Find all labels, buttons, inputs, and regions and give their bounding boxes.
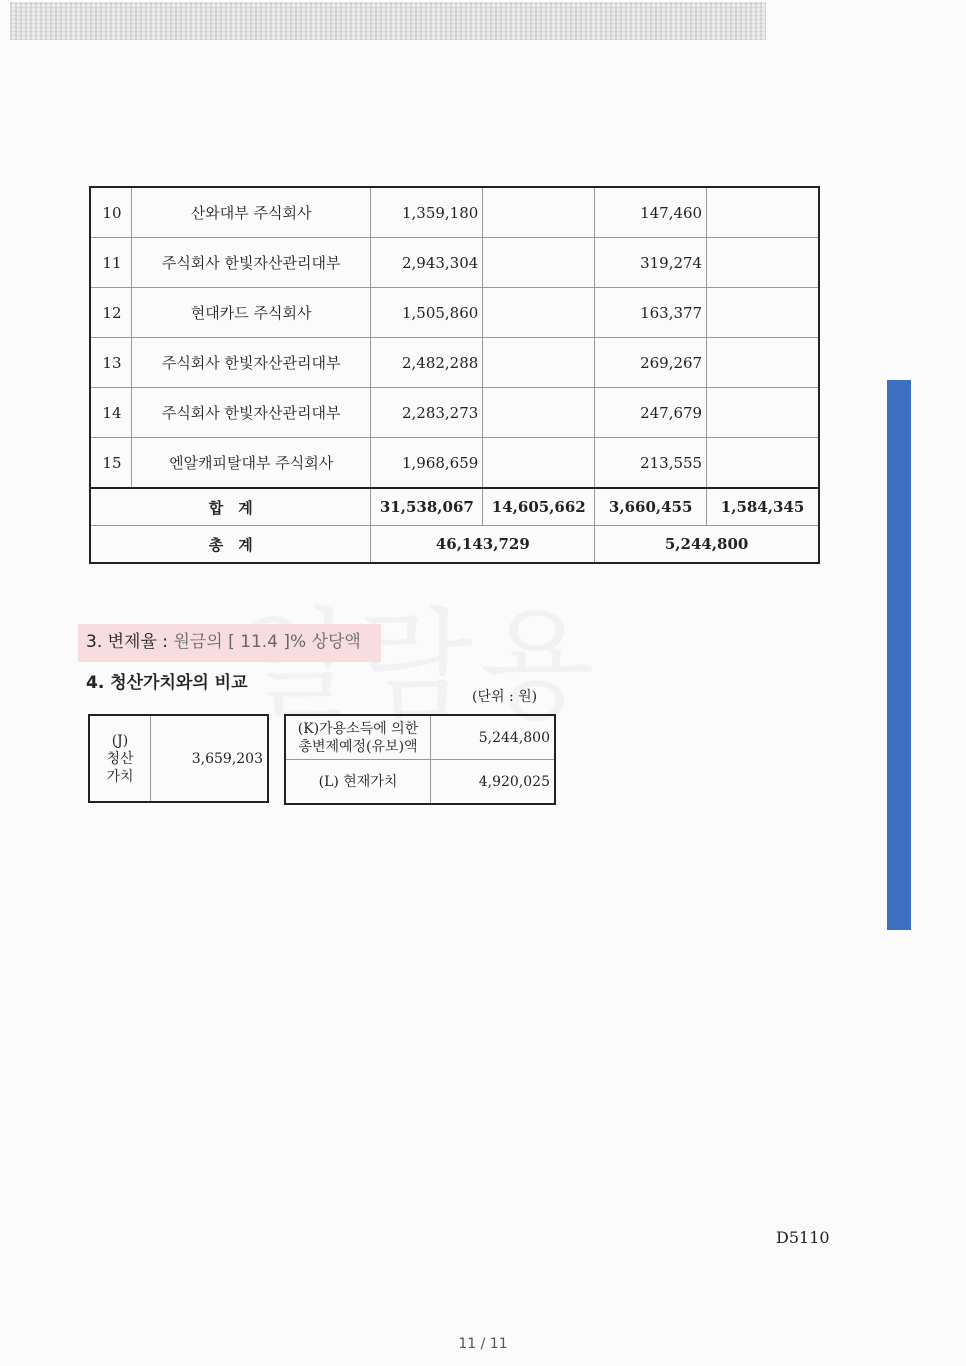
creditor-table [89, 186, 820, 564]
principal-amount: 2,283,273 [371, 388, 483, 438]
row-number: 10 [90, 187, 131, 238]
row-number: 15 [90, 438, 131, 489]
empty-cell [707, 238, 819, 288]
table-row [90, 187, 819, 238]
repayment-rate-text: 원금의 [ 11.4 ]% 상당액 [173, 632, 361, 652]
row-number: 13 [90, 338, 131, 388]
total-value-2: 5,244,800 [595, 526, 819, 564]
principal-amount: 2,943,304 [371, 238, 483, 288]
table-row [90, 338, 819, 388]
repayment-amount: 247,679 [595, 388, 707, 438]
liquidation-value: 3,659,203 [151, 715, 269, 802]
present-value-value: 4,920,025 [431, 760, 556, 805]
row-number: 14 [90, 388, 131, 438]
empty-cell [483, 288, 595, 338]
table-row [90, 238, 819, 288]
page-number: 11 / 11 [458, 1336, 508, 1352]
table-row [90, 388, 819, 438]
subtotal-value-1: 31,538,067 [371, 488, 483, 526]
empty-cell [483, 187, 595, 238]
creditor-name: 산와대부 주식회사 [131, 187, 370, 238]
repayment-amount: 269,267 [595, 338, 707, 388]
liquidation-comparison-heading: 4. 청산가치와의 비교 [86, 673, 248, 693]
repayment-amount: 319,274 [595, 238, 707, 288]
repayment-amount: 163,377 [595, 288, 707, 338]
liquidation-label-line: (J) [111, 732, 129, 749]
empty-cell [483, 388, 595, 438]
creditor-name: 주식회사 한빛자산관리대부 [131, 338, 370, 388]
subtotal-label: 합 계 [90, 488, 371, 526]
repayment-amount: 213,555 [595, 438, 707, 489]
liquidation-label-line: 청산 [106, 750, 134, 767]
total-repayment-label-line: 총변제예정(유보)액 [298, 738, 418, 755]
repayment-rate-prefix: 3. 변제율 : [86, 632, 174, 652]
total-label: 총 계 [90, 526, 371, 564]
document-code: D5110 [776, 1228, 830, 1247]
unit-label: (단위 : 원) [472, 689, 538, 705]
creditor-name: 주식회사 한빛자산관리대부 [131, 238, 370, 288]
total-repayment-label [285, 715, 431, 760]
empty-cell [483, 238, 595, 288]
principal-amount: 1,359,180 [371, 187, 483, 238]
creditor-name: 엔알캐피탈대부 주식회사 [131, 438, 370, 489]
empty-cell [707, 288, 819, 338]
subtotal-value-3: 3,660,455 [595, 488, 707, 526]
total-row [90, 526, 819, 564]
principal-amount: 2,482,288 [371, 338, 483, 388]
repayment-amount: 147,460 [595, 187, 707, 238]
total-repayment-label-line: (K)가용소득에 의한 [297, 720, 419, 737]
liquidation-label-line: 가치 [106, 768, 134, 785]
present-value-label: (L) 현재가치 [285, 760, 431, 805]
total-value-1: 46,143,729 [371, 526, 595, 564]
row-number: 11 [90, 238, 131, 288]
liquidation-value-box [88, 714, 269, 803]
total-repayment-value: 5,244,800 [431, 715, 556, 760]
repayment-comparison-box [284, 714, 556, 805]
empty-cell [707, 438, 819, 489]
subtotal-row [90, 488, 819, 526]
empty-cell [707, 338, 819, 388]
row-number: 12 [90, 288, 131, 338]
creditor-name: 현대카드 주식회사 [131, 288, 370, 338]
empty-cell [483, 338, 595, 388]
redacted-header [10, 2, 766, 40]
empty-cell [707, 388, 819, 438]
principal-amount: 1,968,659 [371, 438, 483, 489]
table-row [90, 288, 819, 338]
subtotal-value-2: 14,605,662 [483, 488, 595, 526]
empty-cell [483, 438, 595, 489]
principal-amount: 1,505,860 [371, 288, 483, 338]
table-row [90, 438, 819, 489]
creditor-name: 주식회사 한빛자산관리대부 [131, 388, 370, 438]
side-scroll-bar[interactable] [887, 380, 911, 930]
subtotal-value-4: 1,584,345 [707, 488, 819, 526]
repayment-rate-heading [78, 624, 381, 662]
empty-cell [707, 187, 819, 238]
liquidation-label [89, 715, 151, 802]
